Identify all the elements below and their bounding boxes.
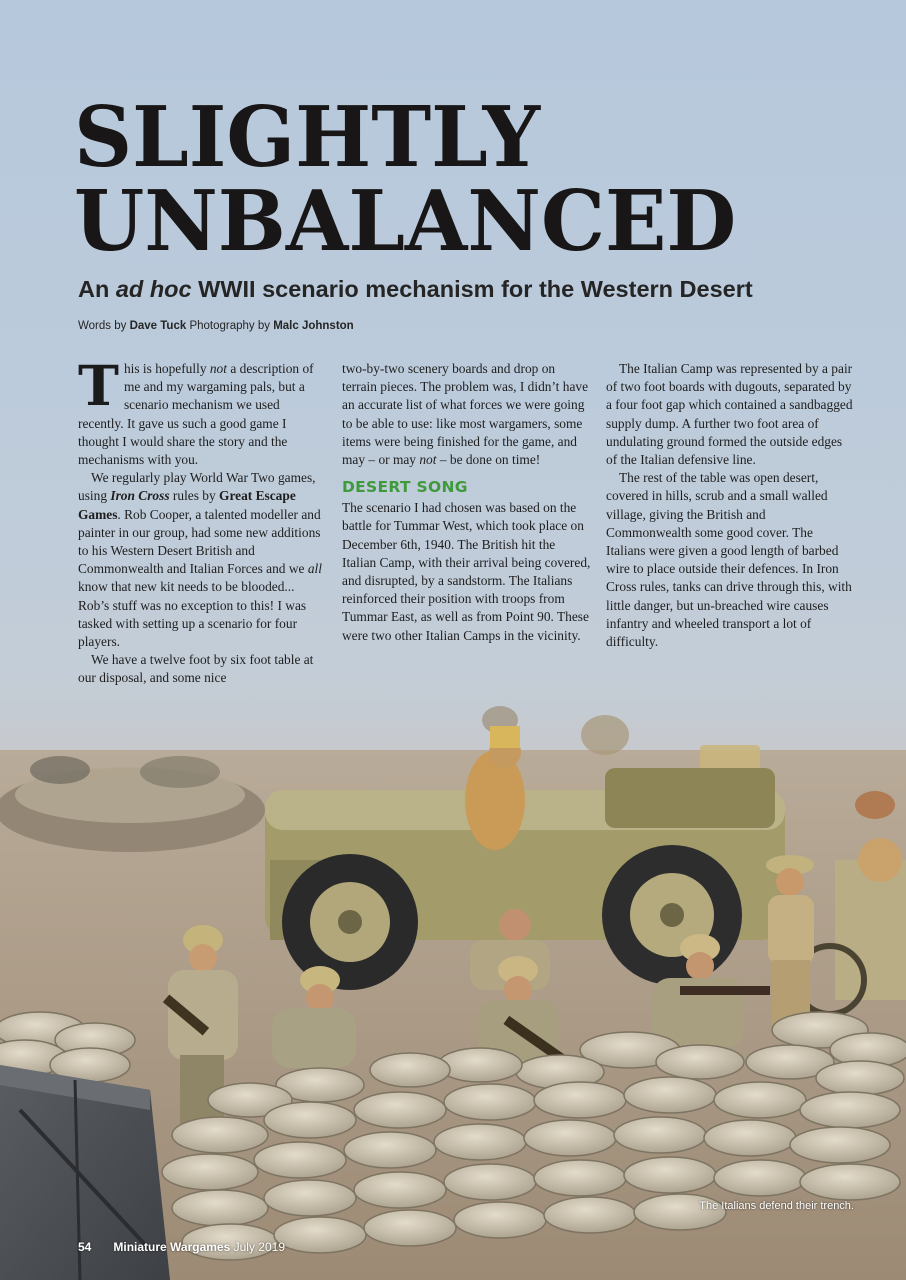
- photographer-name: Malc Johnston: [273, 320, 354, 332]
- intro-text-b: a description of me and my wargaming pals, but a scenario mechanism we used recently. It gave us such a good game I thought I would share the story and the mechanisms with you.: [78, 361, 314, 468]
- byline: [78, 320, 354, 332]
- paragraph-scenery: [342, 360, 592, 469]
- rules-text-d: know that new kit needs to be blooded... Rob’s stuff was no exception to this! I was tasked with setting up a scenario for four players.: [78, 579, 307, 650]
- publisher-name: Great Escape Games: [78, 488, 296, 522]
- scenery-text-a: two-by-two scenery boards and drop on terrain pieces. The problem was, I didn’t have an accurate list of what forces we were going to be able to use: like most wargamers, some items were being finished for the game, and may – or may: [342, 361, 589, 468]
- intro-text-a: his is hopefully: [123, 361, 210, 376]
- photo-caption: The Italians defend their trench.: [699, 1200, 854, 1212]
- rules-text-c: . Rob Cooper, a talented modeller and painter in our group, had some new additions to his Western Desert British and Commonwealth and Italian Forces and we: [78, 506, 321, 577]
- issue-date: July 2019: [233, 1240, 285, 1254]
- scenery-text-b: – be done on time!: [436, 452, 541, 468]
- body-column-3: [606, 360, 854, 651]
- headline-line-1: SLIGHTLY: [74, 88, 541, 186]
- words-label: Words by: [78, 320, 130, 332]
- rules-name: Iron Cross: [110, 488, 170, 504]
- headline-line-2: UNBALANCED: [74, 172, 737, 270]
- paragraph-italian-camp: The Italian Camp was represented by a pair of two foot boards with dugouts, separated by a four foot gap which contained a sandbagged supply dump. A further two foot area of undulating ground formed the outside edges of the Italian defensive line.: [606, 361, 853, 468]
- paragraph-scenario: The scenario I had chosen was based on the battle for Tummar West, which took place on December 6th, 1940. The British hit the Italian Camp, with their arrival being covered, and disrupted, by a sandstorm. The Italians reinforced their position with troops from Tummar East, as well as from Point 90. These were two other Italian Camps in the vicinity.: [342, 500, 591, 643]
- section-heading: DESERT SONG: [342, 478, 468, 497]
- author-name: Dave Tuck: [129, 320, 187, 332]
- drop-cap: T: [78, 353, 119, 418]
- rules-text-b: rules by: [169, 488, 220, 504]
- paragraph-rules: [78, 469, 326, 651]
- rules-emphasis: all: [307, 561, 322, 577]
- photo-label: Photography by: [186, 320, 274, 332]
- standfirst-part-2: WWII scenario mechanism for the Western Desert: [191, 276, 753, 302]
- paragraph-open-desert: The rest of the table was open desert, covered in hills, scrub and a small walled village, giving the British and Commonwealth some good cover. The Italians were given a good length of barbed wire to place outside their defences. In Iron Cross rules, tanks can drive through this, with little danger, but un-breached wire causes infantry and wheeled transport a lot of difficulty.: [606, 470, 852, 650]
- intro-emphasis: not: [209, 361, 227, 376]
- page-footer: [78, 1240, 285, 1254]
- wargame-photo: [0, 690, 906, 1280]
- intro-paragraph: [78, 353, 326, 469]
- magazine-name: Miniature Wargames: [113, 1240, 231, 1254]
- standfirst-part-1: An: [78, 276, 116, 302]
- body-column-1: [78, 353, 326, 688]
- paragraph-table: We have a twelve foot by six foot table at our disposal, and some nice: [78, 652, 314, 686]
- rules-text-a: We regularly play World War Two games, using: [78, 470, 316, 504]
- body-column-2: [342, 360, 592, 645]
- standfirst: [78, 276, 753, 303]
- scenery-emphasis: not: [419, 452, 437, 468]
- standfirst-emphasis: ad hoc: [115, 276, 192, 302]
- page-number: 54: [78, 1240, 92, 1254]
